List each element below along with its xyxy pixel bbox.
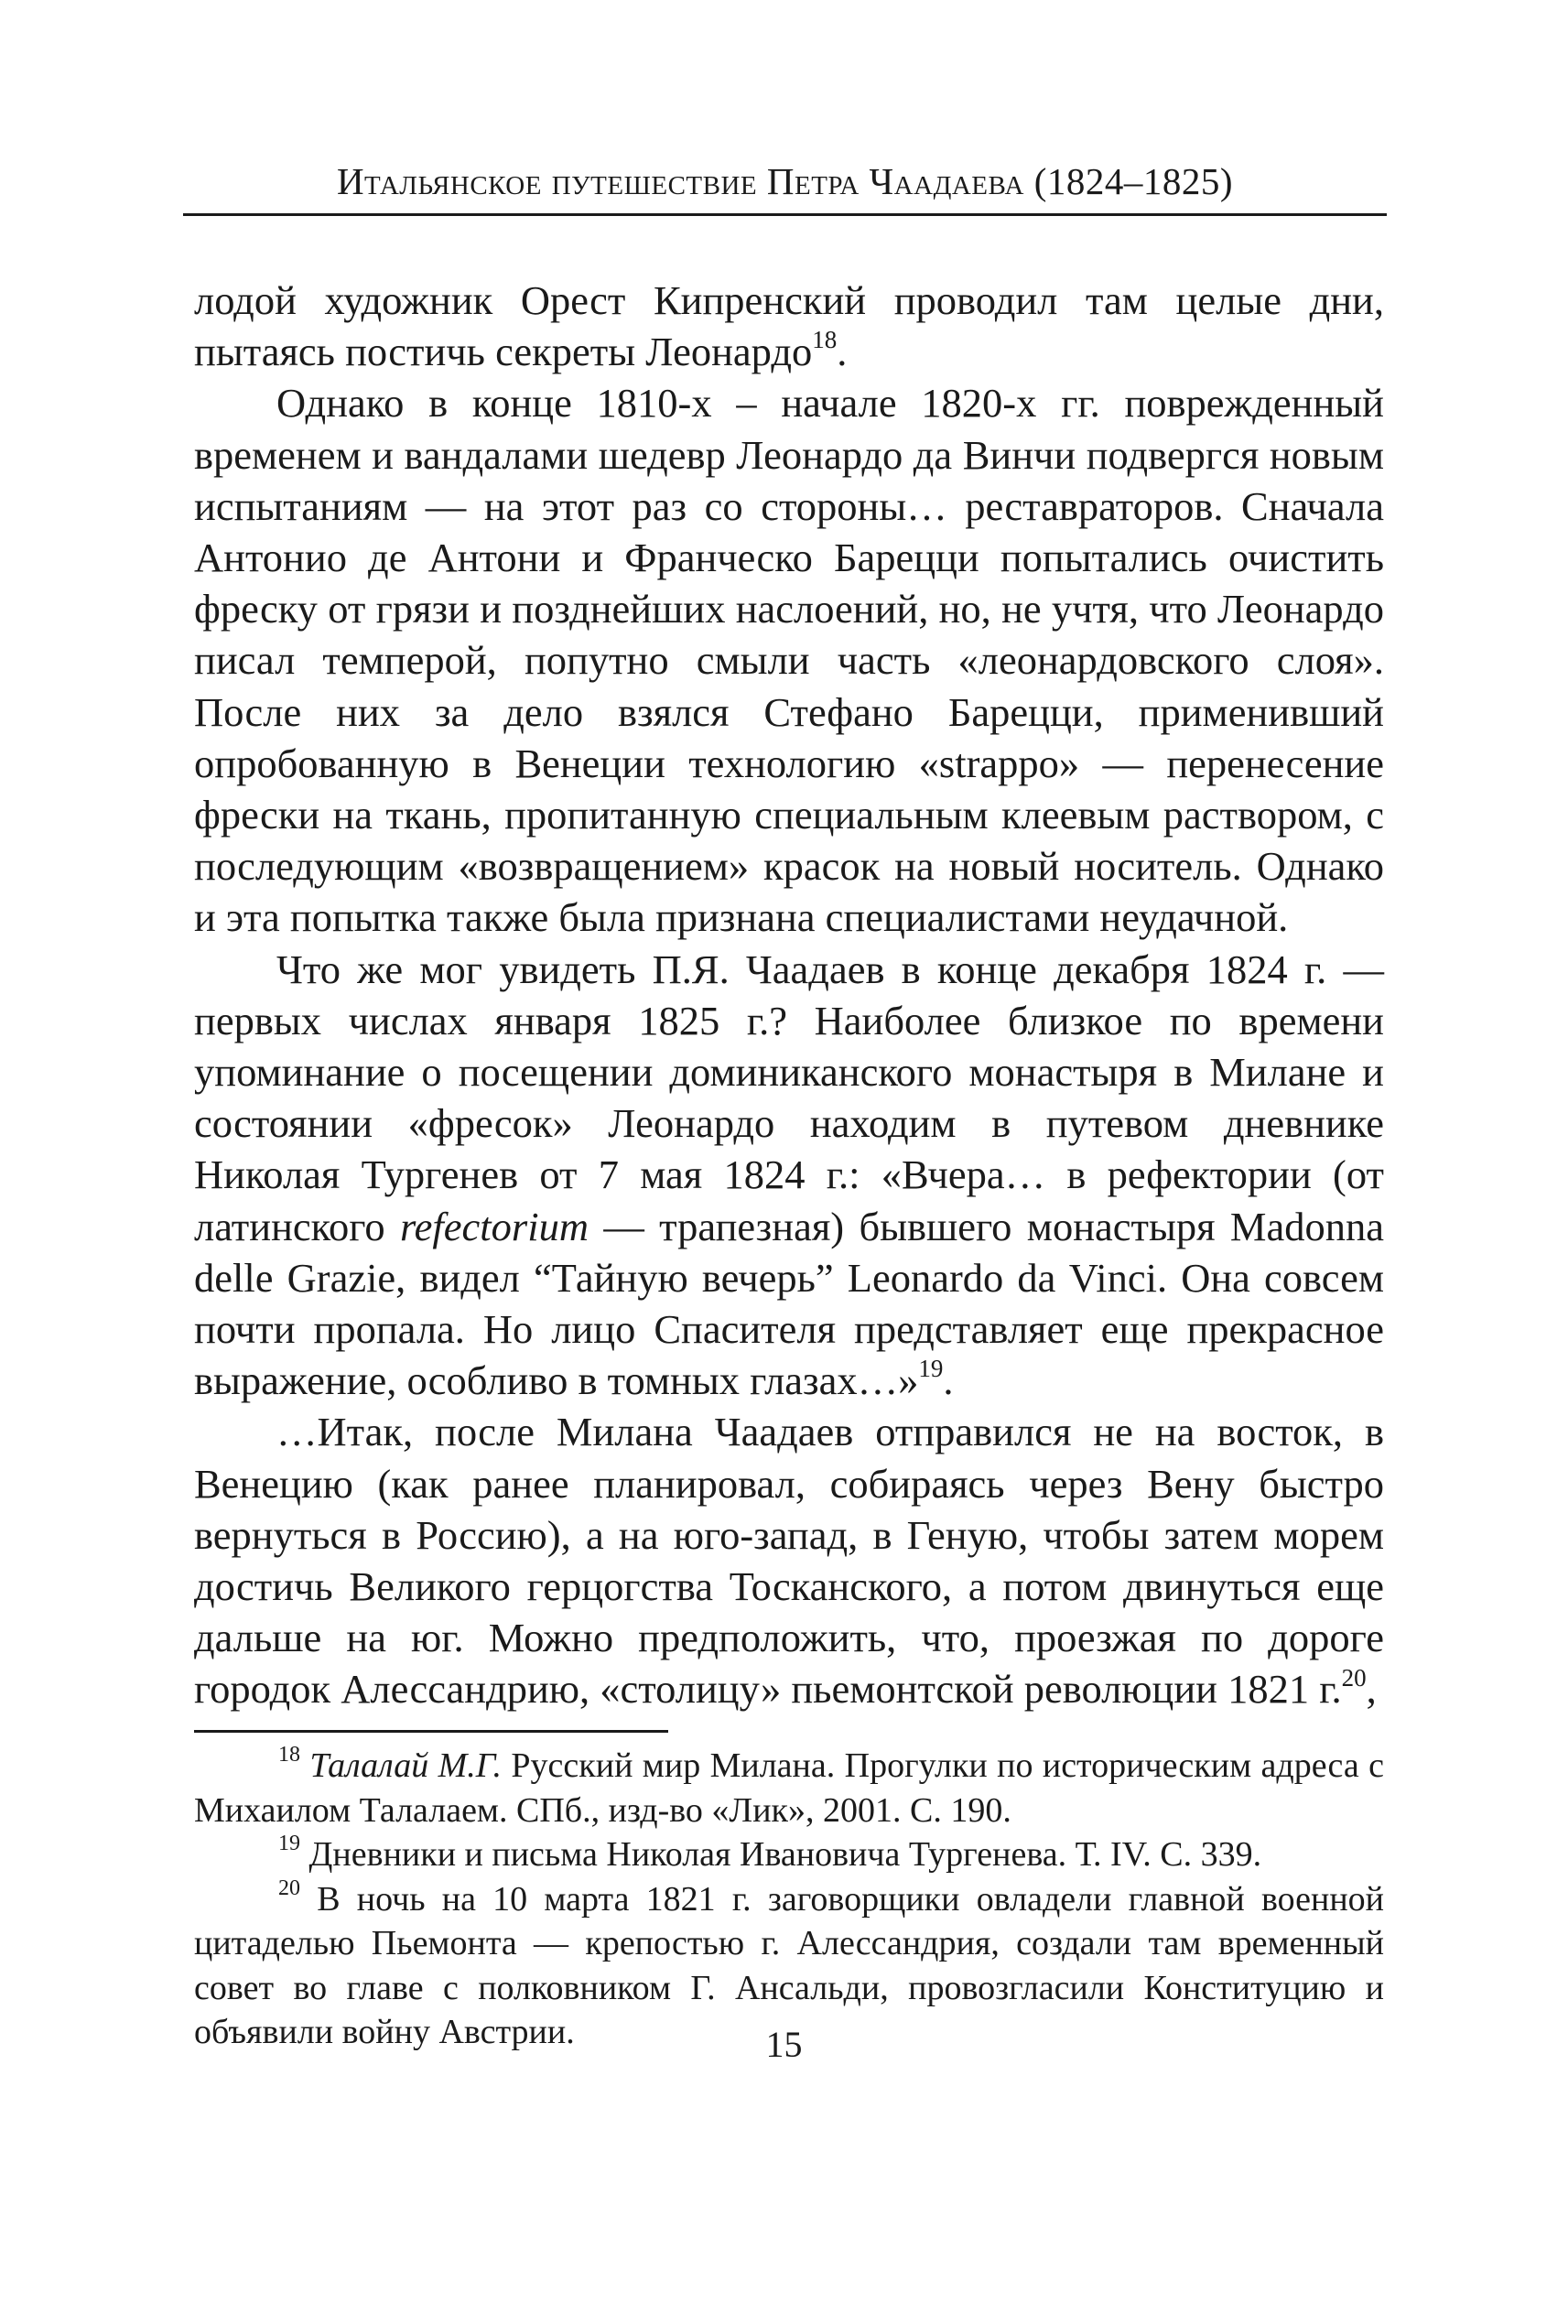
footnote-number: 20 [278,1875,300,1900]
paragraph-1-tail: . [837,329,848,375]
footnotes [194,1744,1384,2055]
paragraph-3-text-b: — трапезная) бывшего монастыря Madonna delle Grazie, видел “Тайную вечерь” Leonardo da Vinci. Она совсем почти пропала. Но лицо Спасителя представляет еще прекрасное выражение, особливо в томных глазах…» [194,1203,1384,1404]
footnote-text: В ночь на 10 марта 1821 г. заговорщики овладели главной военной цитаделью Пьемонта — крепостью г. Алессандрия, создали там временный совет во главе с полковником Г. Ансальди, провозгласили Конституцию и объявили войну Австрии. [194,1879,1384,2051]
paragraph-1-text: лодой художник Орест Кипренский проводил там целые дни, пытаясь постичь секреты Леонардо [194,277,1384,375]
paragraph-3-italic-term: refectorium [400,1203,589,1249]
footnote-19 [194,1832,1384,1877]
paragraph-3-tail: . [943,1357,954,1404]
paragraph-1 [194,275,1384,377]
footnote-ref-18[interactable]: 18 [812,326,838,354]
footnote-rule [194,1730,668,1733]
main-text [194,275,1384,1715]
paragraph-4-tail: , [1366,1666,1377,1713]
footnote-ref-19[interactable]: 19 [918,1355,944,1383]
footnote-ref-20[interactable]: 20 [1341,1663,1367,1692]
running-header-title: Итальянское путешествие Петра Чаадаева (1824–1825) [336,160,1234,202]
footnote-author: Талалай М.Г. [309,1746,503,1785]
page-number: 15 [765,2024,803,2065]
paragraph-3-text-a: Что же мог увидеть П.Я. Чаадаев в конце декабря 1824 г. — первых числах января 1825 г.? Наиболее близкое по времени упоминание о посещении доминиканского монастыря в Милане и состоянии «фресок» Леонардо находим в путевом дневнике Николая Тургенев от 7 мая 1824 г.: «Вчера… в рефектории (от латинского [194,946,1384,1249]
footnote-text: Дневники и письма Николая Ивановича Тургенева. Т. IV. С. 339. [300,1835,1262,1874]
footnote-number: 19 [278,1832,300,1856]
paragraph-2-text: Однако в конце 1810-х – начале 1820-х гг. поврежденный временем и вандалами шедевр Леонардо да Винчи подвергся новым испытаниям — на этот раз со стороны… реставраторов. Сначала Антонио де Антони и Франческо Барецци попытались очистить фреску от грязи и позднейших наслоений, но, не учтя, что Леонардо писал темперой, попутно смыли часть «леонардовского слоя». После них за дело взялся Стефано Барецци, применивший опробованную в Венеции технологию «strappo» — перенесение фрески на ткань, пропитанную специальным клеевым раствором, с последующим «возвращением» красок на новый носитель. Однако и эта попытка также была признана специалистами неудачной. [194,380,1384,941]
running-header [183,160,1387,202]
paragraph-3 [194,944,1384,1407]
footnote-text: Русский мир Милана. Прогулки по историческим адреса с Михаилом Талалаем. СПб., изд-во «Лик», 2001. С. 190. [194,1746,1384,1830]
footnote-18 [194,1744,1384,1832]
footnote-number: 18 [278,1743,300,1767]
paragraph-4 [194,1406,1384,1714]
paragraph-4-text: …Итак, после Милана Чаадаев отправился не на восток, в Венецию (как ранее планировал, собираясь через Вену быстро вернуться в Россию), а на юго-запад, в Геную, чтобы затем морем достичь Великого герцогства Тосканского, а потом двинуться еще дальше на юг. Можно предположить, что, проезжая по дороге городок Алессандрию, «столицу» пьемонтской революции 1821 г. [194,1409,1384,1713]
paragraph-2 [194,377,1384,943]
header-rule [183,213,1387,216]
